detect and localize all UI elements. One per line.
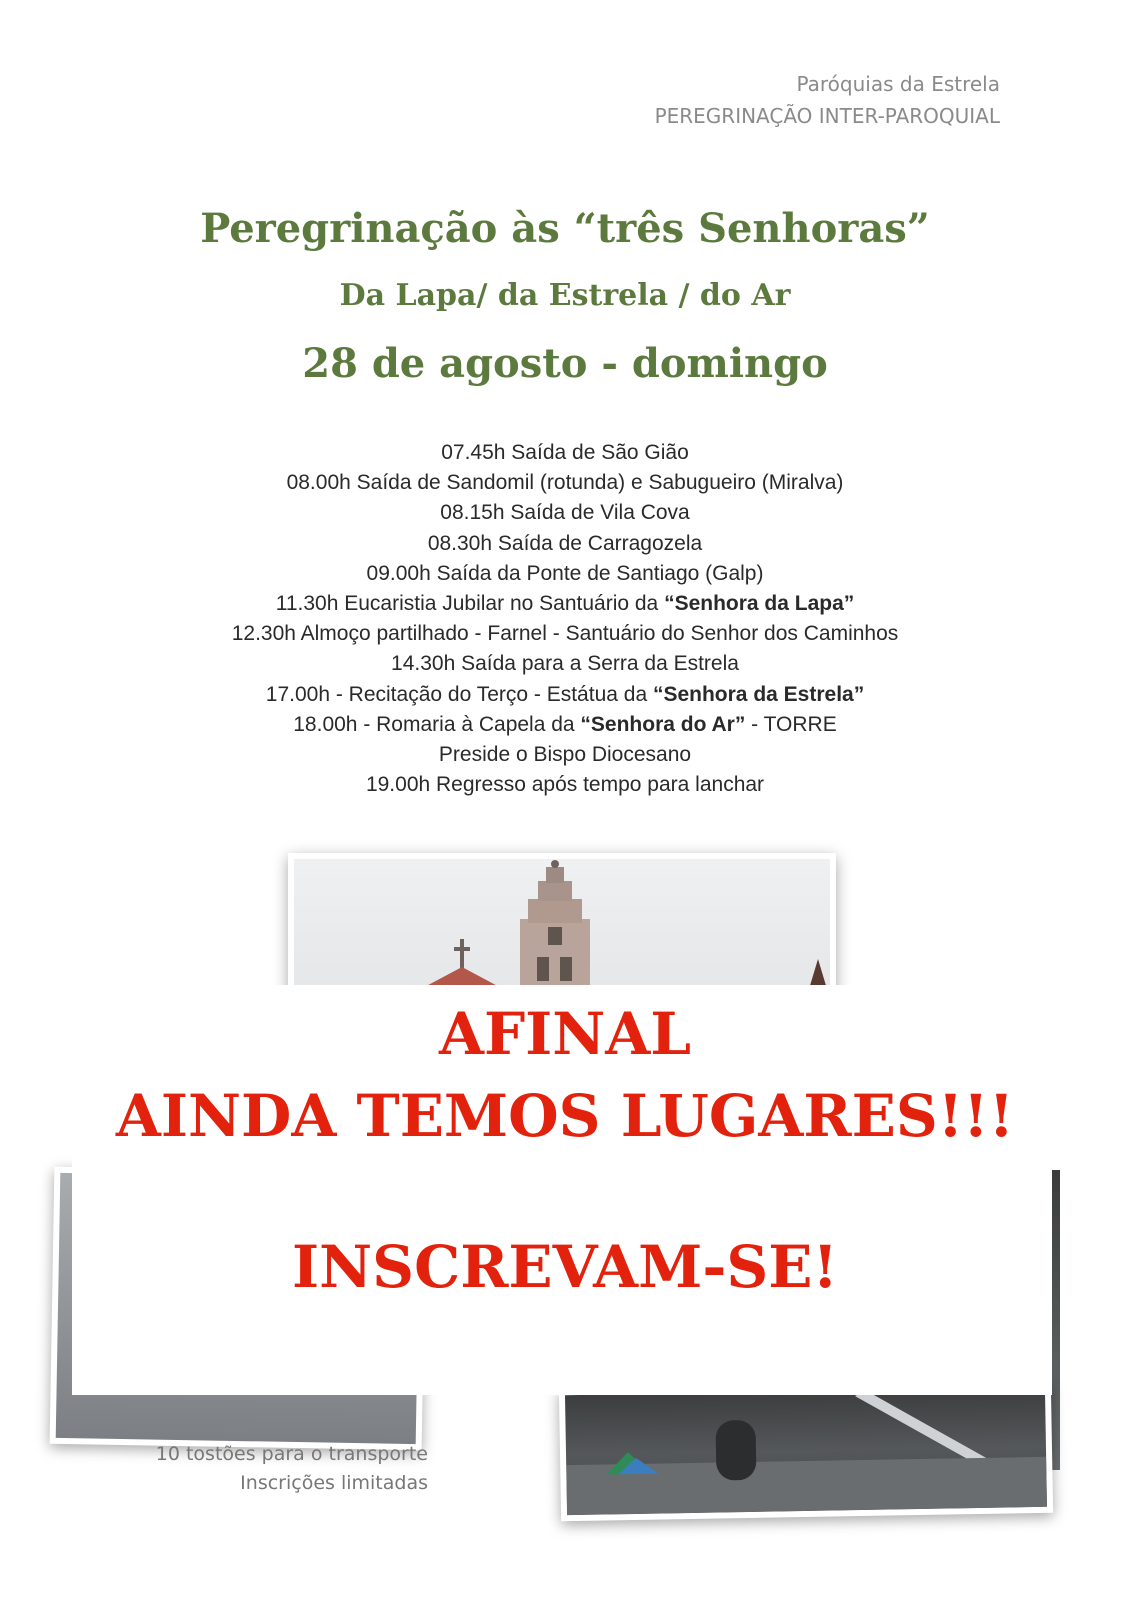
schedule-item (0, 438, 1130, 468)
footer-transport-cost: 10 tostões para o transporte (155, 1443, 428, 1465)
schedule-item (0, 619, 1130, 649)
schedule-item-text: 09.00h Saída da Ponte de Santiago (Galp) (366, 561, 764, 585)
event-date: 28 de agosto - domingo (302, 340, 828, 387)
schedule-item-text: 11.30h Eucaristia Jubilar no Santuário da (275, 592, 665, 616)
page-subtitle: Da Lapa/ da Estrela / do Ar (339, 278, 791, 313)
schedule-item-text: Preside o Bispo Diocesano (438, 743, 692, 767)
stairs-illustration (565, 1387, 1047, 1515)
footer-limited-registration: Inscrições limitadas (240, 1472, 428, 1494)
notice-register: INSCREVAM-SE! (292, 1233, 838, 1301)
schedule-list (0, 438, 1130, 800)
schedule-item (0, 559, 1130, 589)
schedule-item-text: 19.00h Regresso após tempo para lanchar (365, 773, 765, 797)
schedule-item (0, 498, 1130, 528)
schedule-item (0, 589, 1130, 619)
schedule-item-text: 08.30h Saída de Carragozela (427, 531, 703, 555)
schedule-item-highlight: “Senhora do Ar” (580, 712, 746, 736)
parish-header (655, 68, 1000, 132)
schedule-item (0, 649, 1130, 679)
schedule-item-highlight: “Senhora da Estrela” (652, 682, 865, 706)
schedule-item-text: 08.15h Saída de Vila Cova (440, 501, 690, 525)
schedule-item (0, 770, 1130, 800)
church-photo-right (559, 1381, 1053, 1522)
schedule-item-text: 08.00h Saída de Sandomil (rotunda) e Sabugueiro (Miralva) (286, 471, 844, 495)
schedule-item-text: 17.00h - Recitação do Terço - Estátua da (265, 682, 653, 706)
footer-notes (80, 1440, 428, 1498)
schedule-item (0, 740, 1130, 770)
schedule-item-text: 12.30h Almoço partilhado - Farnel - Santuário do Senhor dos Caminhos (231, 622, 899, 646)
schedule-item (0, 468, 1130, 498)
church-photo-top (288, 853, 836, 1005)
schedule-item-text: 07.45h Saída de São Gião (441, 441, 689, 464)
schedule-item-highlight: “Senhora da Lapa” (664, 592, 855, 616)
schedule-item (0, 680, 1130, 710)
schedule-item (0, 529, 1130, 559)
schedule-item-text: 18.00h - Romaria à Capela da (293, 712, 581, 736)
schedule-item-text: - TORRE (745, 712, 837, 736)
schedule-item-text: 14.30h Saída para a Serra da Estrela (391, 652, 739, 676)
header-parishes: Paróquias da Estrela (796, 72, 1000, 96)
notice-seats-available: AINDA TEMOS LUGARES!!! (115, 1082, 1015, 1150)
church-tower-illustration (294, 859, 830, 999)
page-title: Peregrinação às “três Senhoras” (200, 205, 930, 252)
schedule-item (0, 710, 1130, 740)
header-pilgrimage-type: PEREGRINAÇÃO INTER-PAROQUIAL (654, 104, 1000, 128)
notice-afinal: AFINAL (438, 1000, 692, 1068)
